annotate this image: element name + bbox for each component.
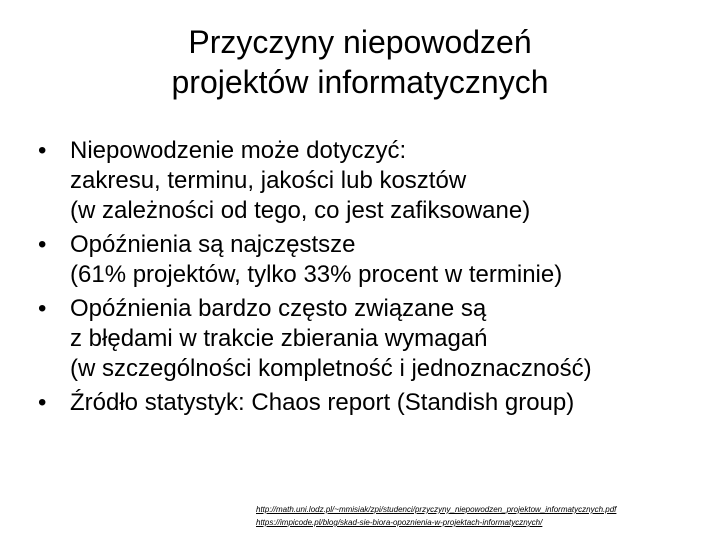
source-link-pdf[interactable]: http://math.uni.lodz.pl/~mmisiak/zpi/studenci/przyczyny_niepowodzen_projektow_informatycznych.pdf [256,505,617,514]
bullet-line: Niepowodzenie może dotyczyć: [70,137,407,164]
bullet-line: (w szczególności kompletność i jednoznaczność) [70,355,592,382]
bullet-dot-icon: • [38,389,47,416]
bullet-item-requirements-errors [38,294,708,384]
bullet-dot-icon: • [38,137,47,164]
title-line-2: projektów informatycznych [171,64,549,100]
bullet-item-statistics-source [38,388,708,418]
title-line-1: Przyczyny niepowodzeń [188,24,532,60]
bullet-list [38,136,708,422]
bullet-line: (w zależności od tego, co jest zafiksowane) [70,197,531,224]
bullet-line: (61% projektów, tylko 33% procent w terminie) [70,261,563,288]
bullet-line: Opóźnienia są najczęstsze [70,231,356,258]
bullet-item-delays-common [38,230,708,290]
bullet-line: Opóźnienia bardzo często związane są [70,295,487,322]
bullet-line: zakresu, terminu, jakości lub kosztów [70,167,467,194]
bullet-dot-icon: • [38,295,47,322]
bullet-line: Źródło statystyk: Chaos report (Standish group) [70,389,575,416]
slide-title [60,22,660,102]
bullet-line: z błędami w trakcie zbierania wymagań [70,325,488,352]
bullet-dot-icon: • [38,231,47,258]
source-links [256,503,706,529]
source-link-blog[interactable]: https://impicode.pl/blog/skad-sie-biora-opoznienia-w-projektach-informatycznych/ [256,518,543,527]
bullet-item-failure-scope [38,136,708,226]
